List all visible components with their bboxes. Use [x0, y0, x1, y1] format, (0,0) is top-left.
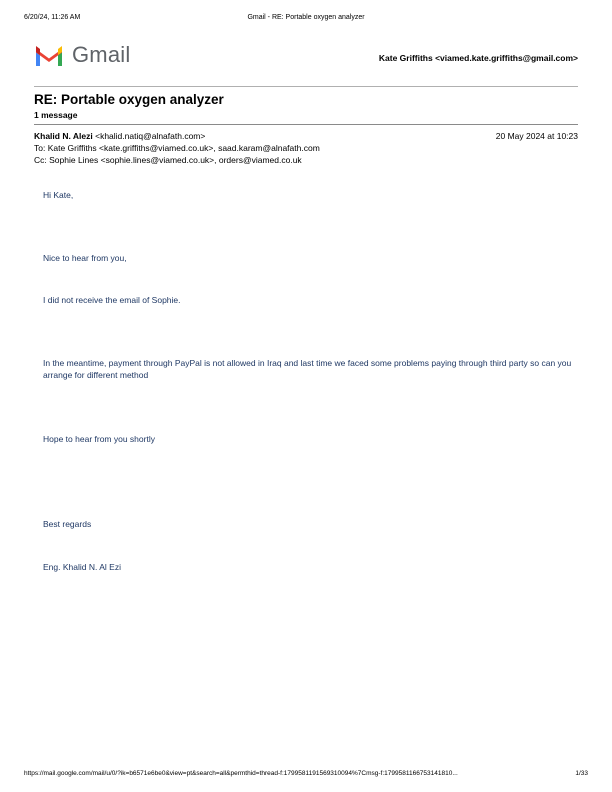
print-page-number: 1/33: [575, 770, 588, 777]
print-title: Gmail - RE: Portable oxygen analyzer: [247, 14, 365, 21]
account-email: Kate Griffiths <viamed.kate.griffiths@gmail.com>: [378, 53, 578, 63]
body-paragraph-3: In the meantime, payment through PayPal is not allowed in Iraq and last time we faced some problems paying through third party so can you arrange for different method: [43, 358, 572, 380]
sender-email: <khalid.natiq@alnafath.com>: [95, 131, 206, 141]
message-date: 20 May 2024 at 10:23: [495, 131, 578, 141]
sender-name: Khalid N. Alezi: [34, 131, 93, 141]
header-divider: [34, 86, 578, 87]
body-greeting: Hi Kate,: [43, 190, 74, 200]
body-closing: Best regards: [43, 519, 92, 529]
recipients-cc: Cc: Sophie Lines <sophie.lines@viamed.co.uk>, orders@viamed.co.uk: [34, 155, 302, 165]
thread-subject: RE: Portable oxygen analyzer: [34, 92, 224, 107]
recipients-to: To: Kate Griffiths <kate.griffiths@viamed.co.uk>, saad.karam@alnafath.com: [34, 143, 320, 153]
body-paragraph-4: Hope to hear from you shortly: [43, 434, 155, 444]
message-count: 1 message: [34, 110, 78, 120]
sender-line: [34, 131, 205, 141]
thread-divider: [34, 124, 578, 125]
print-footer-url: https://mail.google.com/mail/u/0/?ik=b6571e6be0&view=pt&search=all&permthid=thread-f:1799581191569310094%7Cmsg-f:1799581166753141810...: [24, 770, 458, 777]
gmail-wordmark: Gmail: [72, 42, 131, 67]
gmail-logo-icon: [34, 44, 64, 68]
body-paragraph-2: I did not receive the email of Sophie.: [43, 295, 181, 305]
body-paragraph-1: Nice to hear from you,: [43, 253, 127, 263]
body-signature: Eng. Khalid N. Al Ezi: [43, 562, 121, 572]
print-datetime: 6/20/24, 11:26 AM: [24, 14, 81, 21]
